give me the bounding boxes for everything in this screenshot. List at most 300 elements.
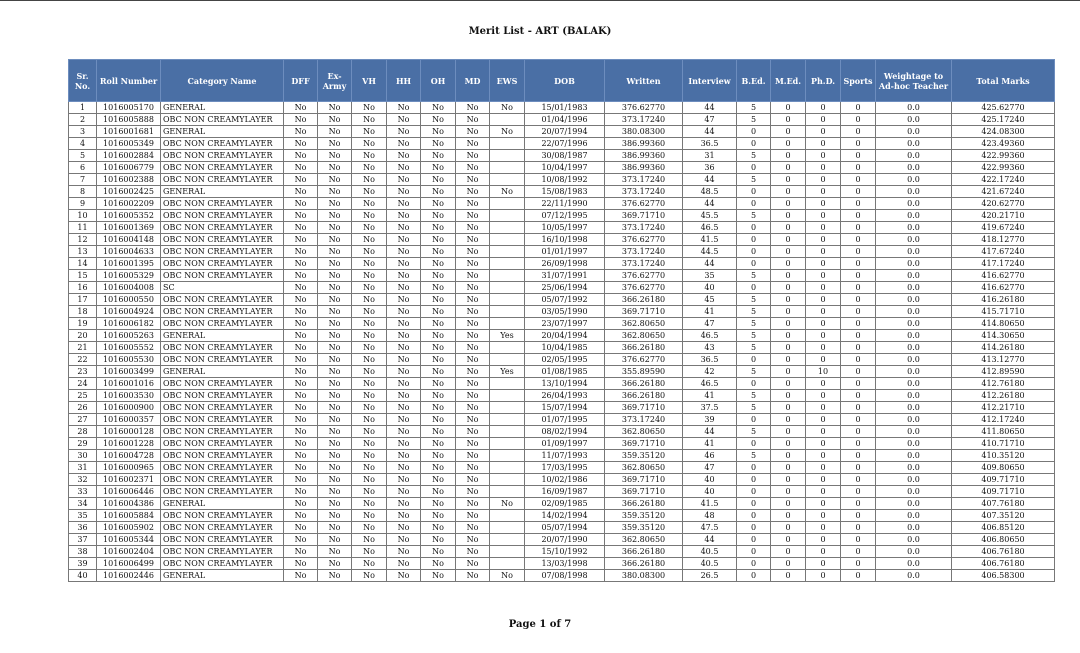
table-row	[69, 414, 1055, 426]
sr-no-cell: 17	[69, 294, 97, 306]
weightage-cell: 0.0	[876, 174, 952, 186]
sports-cell: 0	[841, 102, 876, 114]
ews-cell	[490, 270, 525, 282]
md-cell: No	[456, 270, 490, 282]
roll-number-cell: 1016001681	[97, 126, 161, 138]
weightage-cell: 0.0	[876, 390, 952, 402]
written-cell: 380.08300	[605, 126, 683, 138]
ex-army-cell: No	[318, 282, 352, 294]
sr-no-cell: 25	[69, 390, 97, 402]
md-cell: No	[456, 138, 490, 150]
md-cell: No	[456, 306, 490, 318]
written-cell: 369.71710	[605, 486, 683, 498]
ews-cell	[490, 150, 525, 162]
hh-cell: No	[387, 318, 421, 330]
table-row	[69, 198, 1055, 210]
vh-cell: No	[352, 114, 387, 126]
phd-cell: 0	[806, 210, 841, 222]
total-marks-cell: 406.85120	[952, 522, 1055, 534]
dff-cell: No	[284, 474, 318, 486]
written-cell: 386.99360	[605, 138, 683, 150]
written-cell: 386.99360	[605, 150, 683, 162]
col-med: M.Ed.	[771, 60, 806, 102]
weightage-cell: 0.0	[876, 414, 952, 426]
ews-cell: No	[490, 498, 525, 510]
sr-no-cell: 36	[69, 522, 97, 534]
sports-cell: 0	[841, 426, 876, 438]
sports-cell: 0	[841, 462, 876, 474]
merit-list-table	[68, 59, 1055, 582]
interview-cell: 46	[683, 450, 737, 462]
interview-cell: 41	[683, 438, 737, 450]
category-name-cell: OBC NON CREAMYLAYER	[161, 294, 284, 306]
col-total-marks: Total Marks	[952, 60, 1055, 102]
vh-cell: No	[352, 450, 387, 462]
vh-cell: No	[352, 318, 387, 330]
bed-cell: 5	[737, 102, 771, 114]
interview-cell: 39	[683, 414, 737, 426]
ews-cell	[490, 510, 525, 522]
total-marks-cell: 412.26180	[952, 390, 1055, 402]
oh-cell: No	[421, 306, 456, 318]
col-dff: DFF	[284, 60, 318, 102]
dff-cell: No	[284, 330, 318, 342]
sr-no-cell: 1	[69, 102, 97, 114]
med-cell: 0	[771, 246, 806, 258]
interview-cell: 45	[683, 294, 737, 306]
oh-cell: No	[421, 150, 456, 162]
written-cell: 362.80650	[605, 330, 683, 342]
sr-no-cell: 39	[69, 558, 97, 570]
total-marks-cell: 417.17240	[952, 258, 1055, 270]
hh-cell: No	[387, 306, 421, 318]
interview-cell: 48.5	[683, 186, 737, 198]
written-cell: 373.17240	[605, 258, 683, 270]
roll-number-cell: 1016005352	[97, 210, 161, 222]
med-cell: 0	[771, 510, 806, 522]
dff-cell: No	[284, 522, 318, 534]
sports-cell: 0	[841, 570, 876, 582]
category-name-cell: GENERAL	[161, 330, 284, 342]
ex-army-cell: No	[318, 486, 352, 498]
sr-no-cell: 3	[69, 126, 97, 138]
total-marks-cell: 412.76180	[952, 378, 1055, 390]
total-marks-cell: 422.99360	[952, 162, 1055, 174]
sports-cell: 0	[841, 438, 876, 450]
dob-cell: 20/07/1994	[525, 126, 605, 138]
dff-cell: No	[284, 282, 318, 294]
dob-cell: 16/10/1998	[525, 234, 605, 246]
dob-cell: 17/03/1995	[525, 462, 605, 474]
total-marks-cell: 420.62770	[952, 198, 1055, 210]
md-cell: No	[456, 258, 490, 270]
phd-cell: 0	[806, 306, 841, 318]
oh-cell: No	[421, 198, 456, 210]
ews-cell	[490, 402, 525, 414]
vh-cell: No	[352, 138, 387, 150]
oh-cell: No	[421, 414, 456, 426]
sports-cell: 0	[841, 270, 876, 282]
ex-army-cell: No	[318, 558, 352, 570]
interview-cell: 41	[683, 306, 737, 318]
oh-cell: No	[421, 498, 456, 510]
bed-cell: 5	[737, 150, 771, 162]
dff-cell: No	[284, 198, 318, 210]
sr-no-cell: 38	[69, 546, 97, 558]
written-cell: 366.26180	[605, 390, 683, 402]
table-row	[69, 330, 1055, 342]
category-name-cell: OBC NON CREAMYLAYER	[161, 414, 284, 426]
roll-number-cell: 1016001369	[97, 222, 161, 234]
phd-cell: 0	[806, 522, 841, 534]
total-marks-cell: 413.12770	[952, 354, 1055, 366]
roll-number-cell: 1016000550	[97, 294, 161, 306]
total-marks-cell: 424.08300	[952, 126, 1055, 138]
written-cell: 369.71710	[605, 438, 683, 450]
col-ex-army: Ex-Army	[318, 60, 352, 102]
sports-cell: 0	[841, 306, 876, 318]
table-row	[69, 474, 1055, 486]
md-cell: No	[456, 162, 490, 174]
bed-cell: 0	[737, 546, 771, 558]
written-cell: 369.71710	[605, 474, 683, 486]
md-cell: No	[456, 546, 490, 558]
vh-cell: No	[352, 186, 387, 198]
phd-cell: 0	[806, 510, 841, 522]
sr-no-cell: 6	[69, 162, 97, 174]
md-cell: No	[456, 186, 490, 198]
sports-cell: 0	[841, 366, 876, 378]
roll-number-cell: 1016005884	[97, 510, 161, 522]
total-marks-cell: 417.67240	[952, 246, 1055, 258]
bed-cell: 5	[737, 426, 771, 438]
dob-cell: 15/01/1983	[525, 102, 605, 114]
md-cell: No	[456, 438, 490, 450]
total-marks-cell: 406.58300	[952, 570, 1055, 582]
roll-number-cell: 1016002371	[97, 474, 161, 486]
table-row	[69, 174, 1055, 186]
weightage-cell: 0.0	[876, 306, 952, 318]
med-cell: 0	[771, 258, 806, 270]
phd-cell: 0	[806, 150, 841, 162]
phd-cell: 0	[806, 534, 841, 546]
category-name-cell: OBC NON CREAMYLAYER	[161, 402, 284, 414]
weightage-cell: 0.0	[876, 462, 952, 474]
roll-number-cell: 1016005902	[97, 522, 161, 534]
md-cell: No	[456, 282, 490, 294]
col-sports: Sports	[841, 60, 876, 102]
ews-cell	[490, 414, 525, 426]
sr-no-cell: 27	[69, 414, 97, 426]
sports-cell: 0	[841, 342, 876, 354]
sr-no-cell: 13	[69, 246, 97, 258]
roll-number-cell: 1016002404	[97, 546, 161, 558]
category-name-cell: OBC NON CREAMYLAYER	[161, 150, 284, 162]
category-name-cell: OBC NON CREAMYLAYER	[161, 474, 284, 486]
interview-cell: 26.5	[683, 570, 737, 582]
sports-cell: 0	[841, 378, 876, 390]
phd-cell: 0	[806, 462, 841, 474]
total-marks-cell: 410.71710	[952, 438, 1055, 450]
md-cell: No	[456, 246, 490, 258]
written-cell: 369.71710	[605, 210, 683, 222]
ex-army-cell: No	[318, 546, 352, 558]
sr-no-cell: 10	[69, 210, 97, 222]
bed-cell: 0	[737, 186, 771, 198]
weightage-cell: 0.0	[876, 534, 952, 546]
phd-cell: 0	[806, 378, 841, 390]
ex-army-cell: No	[318, 510, 352, 522]
total-marks-cell: 425.62770	[952, 102, 1055, 114]
ews-cell	[490, 282, 525, 294]
ews-cell	[490, 294, 525, 306]
roll-number-cell: 1016002884	[97, 150, 161, 162]
md-cell: No	[456, 354, 490, 366]
dob-cell: 10/02/1986	[525, 474, 605, 486]
med-cell: 0	[771, 150, 806, 162]
table-row	[69, 486, 1055, 498]
hh-cell: No	[387, 234, 421, 246]
ex-army-cell: No	[318, 138, 352, 150]
bed-cell: 0	[737, 282, 771, 294]
category-name-cell: OBC NON CREAMYLAYER	[161, 450, 284, 462]
dff-cell: No	[284, 318, 318, 330]
vh-cell: No	[352, 570, 387, 582]
oh-cell: No	[421, 138, 456, 150]
med-cell: 0	[771, 330, 806, 342]
weightage-cell: 0.0	[876, 234, 952, 246]
interview-cell: 44.5	[683, 246, 737, 258]
ex-army-cell: No	[318, 174, 352, 186]
sports-cell: 0	[841, 498, 876, 510]
hh-cell: No	[387, 162, 421, 174]
vh-cell: No	[352, 306, 387, 318]
hh-cell: No	[387, 342, 421, 354]
dob-cell: 14/02/1994	[525, 510, 605, 522]
total-marks-cell: 406.76180	[952, 546, 1055, 558]
dob-cell: 16/09/1987	[525, 486, 605, 498]
ews-cell: No	[490, 102, 525, 114]
total-marks-cell: 421.67240	[952, 186, 1055, 198]
dff-cell: No	[284, 462, 318, 474]
med-cell: 0	[771, 390, 806, 402]
med-cell: 0	[771, 318, 806, 330]
total-marks-cell: 416.62770	[952, 270, 1055, 282]
interview-cell: 40	[683, 486, 737, 498]
hh-cell: No	[387, 402, 421, 414]
ex-army-cell: No	[318, 162, 352, 174]
bed-cell: 0	[737, 522, 771, 534]
total-marks-cell: 409.71710	[952, 474, 1055, 486]
sr-no-cell: 40	[69, 570, 97, 582]
hh-cell: No	[387, 450, 421, 462]
category-name-cell: GENERAL	[161, 102, 284, 114]
ex-army-cell: No	[318, 366, 352, 378]
written-cell: 362.80650	[605, 426, 683, 438]
interview-cell: 44	[683, 534, 737, 546]
weightage-cell: 0.0	[876, 138, 952, 150]
written-cell: 366.26180	[605, 342, 683, 354]
dob-cell: 23/07/1997	[525, 318, 605, 330]
dff-cell: No	[284, 426, 318, 438]
med-cell: 0	[771, 234, 806, 246]
weightage-cell: 0.0	[876, 366, 952, 378]
sr-no-cell: 22	[69, 354, 97, 366]
phd-cell: 0	[806, 330, 841, 342]
phd-cell: 0	[806, 246, 841, 258]
phd-cell: 10	[806, 366, 841, 378]
category-name-cell: GENERAL	[161, 126, 284, 138]
md-cell: No	[456, 114, 490, 126]
vh-cell: No	[352, 126, 387, 138]
weightage-cell: 0.0	[876, 378, 952, 390]
md-cell: No	[456, 126, 490, 138]
sr-no-cell: 9	[69, 198, 97, 210]
vh-cell: No	[352, 234, 387, 246]
sports-cell: 0	[841, 558, 876, 570]
table-row	[69, 390, 1055, 402]
bed-cell: 0	[737, 570, 771, 582]
ex-army-cell: No	[318, 402, 352, 414]
roll-number-cell: 1016005170	[97, 102, 161, 114]
md-cell: No	[456, 198, 490, 210]
category-name-cell: OBC NON CREAMYLAYER	[161, 462, 284, 474]
bed-cell: 0	[737, 438, 771, 450]
table-row	[69, 162, 1055, 174]
sports-cell: 0	[841, 522, 876, 534]
ex-army-cell: No	[318, 306, 352, 318]
table-row	[69, 402, 1055, 414]
med-cell: 0	[771, 426, 806, 438]
dff-cell: No	[284, 378, 318, 390]
table-row	[69, 318, 1055, 330]
table-row	[69, 342, 1055, 354]
weightage-cell: 0.0	[876, 498, 952, 510]
med-cell: 0	[771, 126, 806, 138]
dob-cell: 20/07/1990	[525, 534, 605, 546]
hh-cell: No	[387, 378, 421, 390]
dob-cell: 26/09/1998	[525, 258, 605, 270]
interview-cell: 41	[683, 390, 737, 402]
med-cell: 0	[771, 414, 806, 426]
ews-cell	[490, 486, 525, 498]
ex-army-cell: No	[318, 342, 352, 354]
total-marks-cell: 419.67240	[952, 222, 1055, 234]
bed-cell: 0	[737, 474, 771, 486]
weightage-cell: 0.0	[876, 558, 952, 570]
vh-cell: No	[352, 246, 387, 258]
interview-cell: 47	[683, 318, 737, 330]
hh-cell: No	[387, 150, 421, 162]
sr-no-cell: 21	[69, 342, 97, 354]
hh-cell: No	[387, 426, 421, 438]
ex-army-cell: No	[318, 210, 352, 222]
sr-no-cell: 30	[69, 450, 97, 462]
oh-cell: No	[421, 258, 456, 270]
oh-cell: No	[421, 162, 456, 174]
hh-cell: No	[387, 390, 421, 402]
total-marks-cell: 407.35120	[952, 510, 1055, 522]
oh-cell: No	[421, 174, 456, 186]
md-cell: No	[456, 318, 490, 330]
dob-cell: 22/07/1996	[525, 138, 605, 150]
written-cell: 366.26180	[605, 558, 683, 570]
roll-number-cell: 1016004924	[97, 306, 161, 318]
med-cell: 0	[771, 114, 806, 126]
phd-cell: 0	[806, 318, 841, 330]
oh-cell: No	[421, 558, 456, 570]
table-row	[69, 114, 1055, 126]
hh-cell: No	[387, 282, 421, 294]
table-row	[69, 186, 1055, 198]
oh-cell: No	[421, 318, 456, 330]
phd-cell: 0	[806, 270, 841, 282]
sports-cell: 0	[841, 138, 876, 150]
table-body	[69, 102, 1055, 582]
med-cell: 0	[771, 366, 806, 378]
dob-cell: 01/08/1985	[525, 366, 605, 378]
ex-army-cell: No	[318, 186, 352, 198]
sr-no-cell: 23	[69, 366, 97, 378]
med-cell: 0	[771, 282, 806, 294]
ex-army-cell: No	[318, 198, 352, 210]
roll-number-cell: 1016002446	[97, 570, 161, 582]
dff-cell: No	[284, 498, 318, 510]
dff-cell: No	[284, 102, 318, 114]
med-cell: 0	[771, 378, 806, 390]
hh-cell: No	[387, 474, 421, 486]
written-cell: 366.26180	[605, 378, 683, 390]
weightage-cell: 0.0	[876, 186, 952, 198]
dff-cell: No	[284, 558, 318, 570]
category-name-cell: OBC NON CREAMYLAYER	[161, 318, 284, 330]
col-weightage-adhoc: Weightage to Ad-hoc Teacher	[876, 60, 952, 102]
interview-cell: 46.5	[683, 378, 737, 390]
sports-cell: 0	[841, 174, 876, 186]
phd-cell: 0	[806, 342, 841, 354]
med-cell: 0	[771, 186, 806, 198]
roll-number-cell: 1016002209	[97, 198, 161, 210]
weightage-cell: 0.0	[876, 318, 952, 330]
written-cell: 386.99360	[605, 162, 683, 174]
ex-army-cell: No	[318, 462, 352, 474]
written-cell: 373.17240	[605, 414, 683, 426]
oh-cell: No	[421, 246, 456, 258]
category-name-cell: OBC NON CREAMYLAYER	[161, 246, 284, 258]
roll-number-cell: 1016003499	[97, 366, 161, 378]
category-name-cell: OBC NON CREAMYLAYER	[161, 234, 284, 246]
category-name-cell: OBC NON CREAMYLAYER	[161, 546, 284, 558]
oh-cell: No	[421, 102, 456, 114]
total-marks-cell: 425.17240	[952, 114, 1055, 126]
roll-number-cell: 1016000900	[97, 402, 161, 414]
total-marks-cell: 415.71710	[952, 306, 1055, 318]
vh-cell: No	[352, 462, 387, 474]
hh-cell: No	[387, 114, 421, 126]
med-cell: 0	[771, 138, 806, 150]
interview-cell: 40	[683, 282, 737, 294]
weightage-cell: 0.0	[876, 402, 952, 414]
written-cell: 369.71710	[605, 402, 683, 414]
oh-cell: No	[421, 282, 456, 294]
written-cell: 359.35120	[605, 450, 683, 462]
md-cell: No	[456, 390, 490, 402]
dob-cell: 20/04/1994	[525, 330, 605, 342]
category-name-cell: OBC NON CREAMYLAYER	[161, 558, 284, 570]
ex-army-cell: No	[318, 150, 352, 162]
oh-cell: No	[421, 438, 456, 450]
dob-cell: 26/04/1993	[525, 390, 605, 402]
